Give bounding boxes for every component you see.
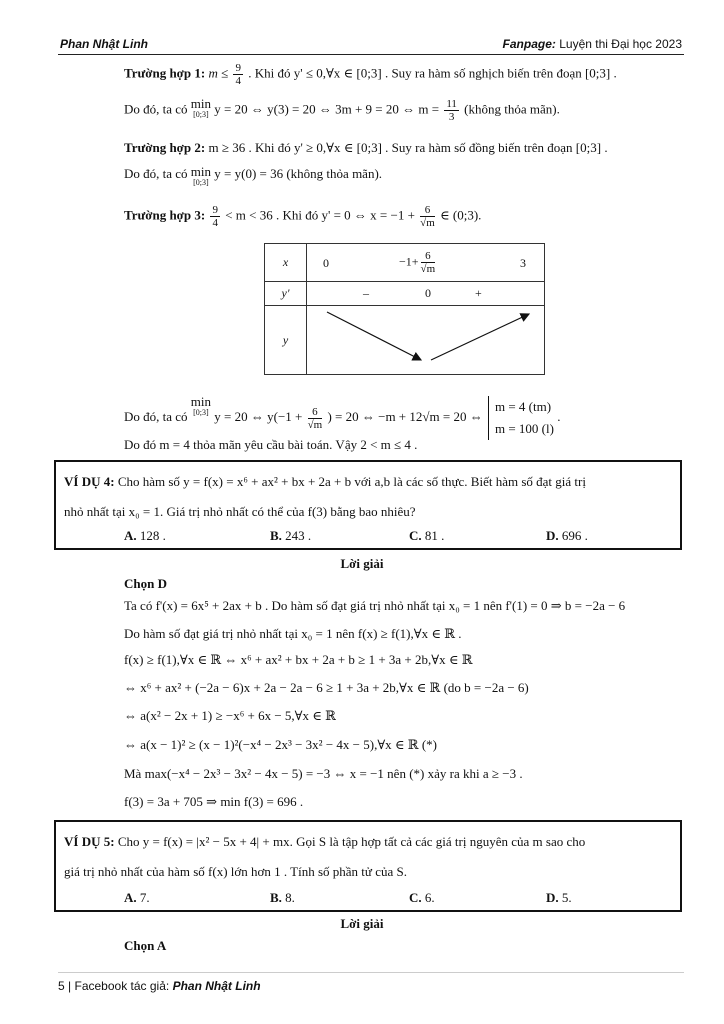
fraction: $\frac{9}{4}$ xyxy=(212,204,218,229)
case3-condition: Trường hợp 3: $\frac{9}{4}$ < m < 36 . Khi đó y' = 0 ⇔ x = −1 + $\frac{6}{√m}$ ∈ (0;3). xyxy=(124,204,482,229)
example-4-line2: nhỏ nhất tại x₀ = 1. Giá trị nhỏ nhất có thể của f(3) bằng bao nhiêu? xyxy=(64,504,416,519)
page-footer: 5 | Facebook tác giả: Phan Nhật Linh xyxy=(58,972,684,993)
solution-5-title: Lời giải xyxy=(340,916,384,931)
case1-condition: Trường hợp 1: m ≤ $\frac{9}{4}$ . Khi đó y' ≤ 0,∀x ∈ [0;3] . Suy ra hàm số nghịch biến trên đoạn [0;3] . xyxy=(124,62,617,87)
solution-4-line: Mà max(−x⁴ − 2x³ − 3x² − 4x − 5) = −3 ⇔ x = −1 nên (*) xảy ra khi a ≥ −3 . xyxy=(124,766,523,781)
increasing-arrow xyxy=(431,314,529,360)
solution-4-line: ⇔ a(x − 1)² ≥ (x − 1)²(−x⁴ − 2x³ − 3x² − 4x − 5),∀x ∈ ℝ (*) xyxy=(124,737,438,752)
function-arrows xyxy=(307,306,545,375)
solution-4-title: Lời giải xyxy=(340,556,384,571)
option-b: B. 8. xyxy=(270,890,295,905)
page-header xyxy=(58,36,684,55)
header-fanpage: Fanpage: Luyện thi Đại học 2023 xyxy=(502,37,682,51)
row-label-x: x xyxy=(265,244,307,282)
solution-4-line: ⇔ a(x² − 2x + 1) ≥ −x⁶ + 6x − 5,∀x ∈ ℝ xyxy=(124,708,336,723)
solution-4-choice: Chọn D xyxy=(124,576,167,591)
case1-conclusion: Do đó, ta có min [0;3] y = 20 ⇔ y(3) = 20 ⇔ 3m + 9 = 20 ⇔ m = $\frac{11}{3}$ (không thỏa mãn). xyxy=(124,96,560,123)
variation-arrows xyxy=(307,306,544,370)
footer-author: Phan Nhật Linh xyxy=(172,979,261,993)
solution-4-line: f(x) ≥ f(1),∀x ∈ ℝ ⇔ x⁶ + ax² + bx + 2a + b ≥ 1 + 3a + 2b,∀x ∈ ℝ xyxy=(124,652,473,667)
option-d: D. 696 . xyxy=(546,528,588,543)
variation-table xyxy=(264,243,545,375)
x-values: 0 −1+ $\frac{6}{√m}$ 3 xyxy=(307,244,545,282)
min-operator: min [0;3] xyxy=(190,394,212,417)
case2-condition: Trường hợp 2: m ≥ 36 . Khi đó y' ≥ 0,∀x ∈ [0;3] . Suy ra hàm số đồng biến trên đoạn [0;3] . xyxy=(124,140,608,155)
solution-4-line: ⇔ x⁶ + ax² + (−2a − 6)x + 2a − 2a − 6 ≥ 1 + 3a + 2b,∀x ∈ ℝ (do b = −2a − 6) xyxy=(124,680,529,695)
header-author: Phan Nhật Linh xyxy=(60,37,148,51)
option-c: C. 81 . xyxy=(409,528,445,543)
option-d: D. 5. xyxy=(546,890,572,905)
case3-final: Do đó m = 4 thỏa mãn yêu cầu bài toán. Vậy 2 < m ≤ 4 . xyxy=(124,437,418,452)
option-b: B. 243 . xyxy=(270,528,312,543)
option-a: A. 7. xyxy=(124,890,150,905)
solution-4-line: f(3) = 3a + 705 ⇒ min f(3) = 696 . xyxy=(124,794,304,809)
solution-system: m = 4 (tm) m = 100 (l) xyxy=(488,396,554,440)
x-critical-point: −1+ $\frac{6}{√m}$ xyxy=(399,250,436,275)
solution-4-line: Do hàm số đạt giá trị nhỏ nhất tại x₀ = 1 nên f(x) ≥ f(1),∀x ∈ ℝ . xyxy=(124,626,462,641)
derivative-signs: – 0 + xyxy=(307,282,545,306)
fraction: $\frac{6}{√m}$ xyxy=(307,405,323,431)
fraction: $\frac{9}{4}$ xyxy=(235,62,241,87)
example-5-line2: giá trị nhỏ nhất của hàm số f(x) lớn hơn 1 . Tính số phần tử của S. xyxy=(64,864,407,879)
option-c: C. 6. xyxy=(409,890,435,905)
example-5-line1: VÍ DỤ 5: Cho y = f(x) = |x² − 5x + 4| + mx. Gọi S là tập hợp tất cả các giá trị nguyên của m sao cho xyxy=(64,834,586,849)
decreasing-arrow xyxy=(327,312,421,360)
fraction: $\frac{6}{√m}$ xyxy=(420,204,435,229)
page-number: 5 xyxy=(58,979,65,993)
min-operator: min [0;3] xyxy=(190,96,212,119)
row-label-y: y xyxy=(265,306,307,375)
example-4-line1: VÍ DỤ 4: Cho hàm số y = f(x) = x⁶ + ax² + bx + 2a + b với a,b là các số thực. Biết hàm số đạt giá trị xyxy=(64,474,586,489)
example-5-box xyxy=(54,820,682,912)
case3-conclusion: Do đó, ta có min [0;3] y = 20 ⇔ y(−1 + $\frac{6}{√m}$ ) = 20 ⇔ −m + 12√m = 20 ⇔ m = 4 (tm) m = 100 (l) . xyxy=(124,396,560,440)
row-label-yprime: y' xyxy=(265,282,307,306)
option-a: A. 128 . xyxy=(124,528,166,543)
solution-4-line: Ta có f'(x) = 6x⁵ + 2ax + b . Do hàm số đạt giá trị nhỏ nhất tại x₀ = 1 nên f'(1) = 0 ⇒ b = −2a − 6 xyxy=(124,598,626,613)
solution-5-choice: Chọn A xyxy=(124,938,167,953)
case2-conclusion: Do đó, ta có min [0;3] y = y(0) = 36 (không thỏa mãn). xyxy=(124,164,383,187)
min-operator: min [0;3] xyxy=(190,164,212,187)
example-4-box xyxy=(54,460,682,550)
fraction: $\frac{11}{3}$ xyxy=(446,98,457,123)
